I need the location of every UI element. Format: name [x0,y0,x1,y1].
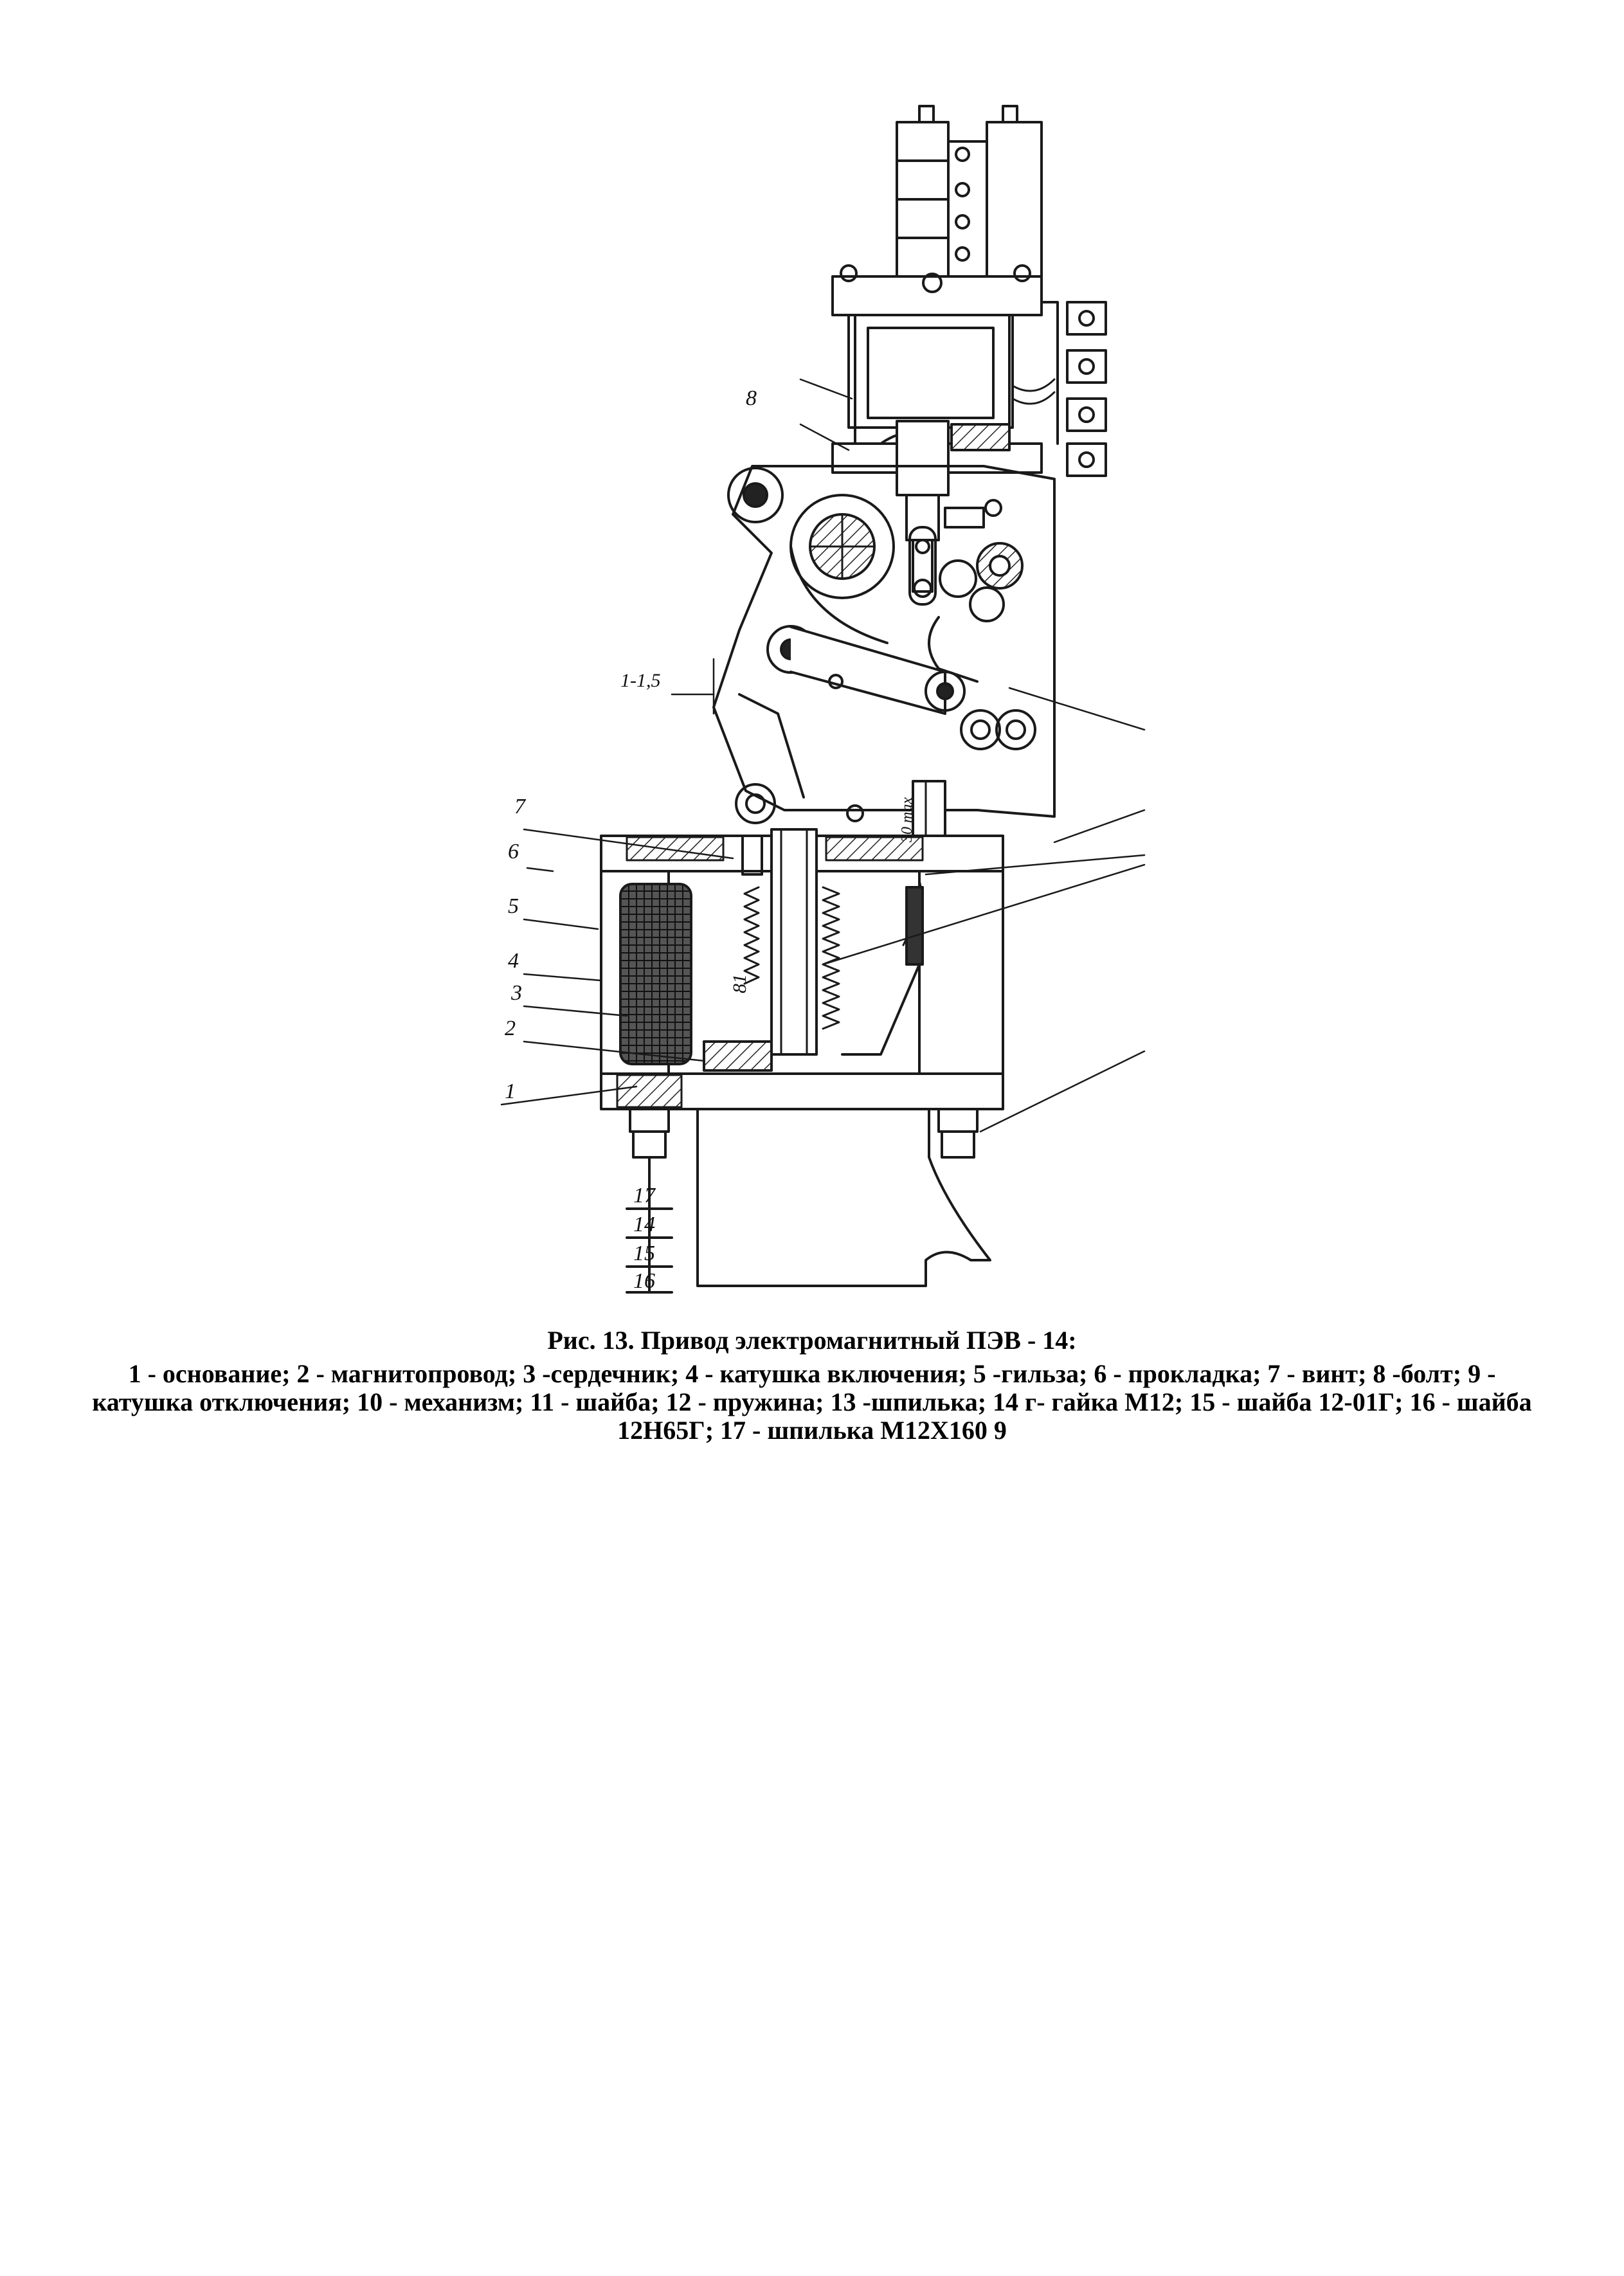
figure-caption-title: Рис. 13. Привод электромагнитный ПЭВ - 14: [547,1326,1077,1355]
auxiliary-contact-block [897,106,1042,283]
callout-8: 8 [746,386,757,410]
mounting-studs [627,1109,990,1292]
callout-5: 5 [508,894,519,918]
dimension-stroke: 30 max [899,797,916,842]
callout-6: 6 [508,840,519,863]
callout-7: 7 [514,795,525,818]
dimension-height: 81 [729,974,750,993]
dimension-gap: 1-1,5 [620,670,661,691]
stack-label-16: 16 [633,1269,655,1293]
figure-caption-legend: 1 - основание; 2 - магнитопровод; 3 -сердечник; 4 - катушка включения; 5 -гильза; 6 - прокладка; 7 - винт; 8 -болт; 9 - катушка отключения; 10 - механизм; 11 - шайба; 12 - пружина; 13 -шпилька; 14 г- гайка М12; 15 - шайба 12-01Г; 16 - шайба 12Н65Г; 17 - шпилька М12Х160 9 [92,1359,1532,1445]
stack-label-14: 14 [633,1213,655,1236]
callout-1: 1 [505,1079,516,1103]
callout-4: 4 [508,949,519,973]
closing-electromagnet [601,829,1003,1109]
stack-label-15: 15 [633,1242,655,1265]
callout-3: 3 [511,981,522,1005]
mechanism-plate [714,466,1054,842]
stack-label-17: 17 [633,1184,655,1207]
callout-2: 2 [505,1016,516,1040]
